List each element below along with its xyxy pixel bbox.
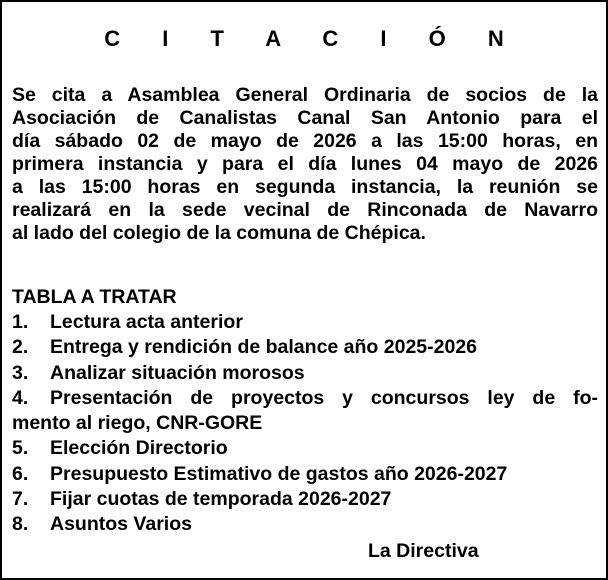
- agenda-item-text: Analizar situación morosos: [50, 361, 305, 384]
- notice-body: [12, 84, 598, 245]
- agenda-item-number: 6.: [12, 462, 29, 485]
- agenda-item-number: 8.: [12, 513, 29, 536]
- agenda-item-text: Presupuesto Estimativo de gastos año 2026-2027: [50, 462, 508, 485]
- body-line: día sábado 02 de mayo de 2026 a las 15:00 horas, en: [12, 130, 598, 152]
- agenda-item-text: Lectura acta anterior: [50, 311, 243, 333]
- body-line: al lado del colegio de la comuna de Chépica.: [12, 222, 426, 244]
- agenda-item-number: 3.: [12, 361, 29, 384]
- agenda-item: [12, 462, 598, 487]
- agenda-item: [12, 335, 598, 360]
- agenda-item: [12, 512, 598, 537]
- agenda-item-number: 7.: [12, 488, 29, 511]
- agenda-item-number: 4.: [12, 386, 29, 409]
- agenda-item: [12, 310, 598, 335]
- body-line: Se cita a Asamblea General Ordinaria de socios de la: [12, 84, 598, 106]
- body-line: primera instancia y para el día lunes 04 mayo de 2026: [12, 153, 598, 175]
- agenda-item-text: Entrega y rendición de balance año 2025-2026: [50, 336, 478, 359]
- agenda-item: [12, 361, 598, 386]
- agenda-item-number: 2.: [12, 336, 29, 359]
- agenda-item-text: Presentación de proyectos y concursos ley de fo-: [50, 386, 598, 409]
- signature: La Directiva: [368, 540, 479, 562]
- agenda-item-text: Elección Directorio: [50, 437, 228, 460]
- agenda-item-text: Fijar cuotas de temporada 2026-2027: [50, 488, 392, 511]
- body-line: realizará en la sede vecinal de Rinconada de Navarro: [12, 199, 598, 221]
- agenda-item-number: 1.: [12, 311, 29, 333]
- body-line: a las 15:00 horas en segunda instancia, la reunión se: [12, 176, 598, 198]
- agenda-item-number: 5.: [12, 437, 29, 460]
- notice-title: C I T A C I Ó N: [104, 26, 522, 51]
- agenda-item: [12, 487, 598, 512]
- agenda-heading: TABLA A TRATAR: [12, 286, 177, 308]
- agenda-item-text: Asuntos Varios: [50, 513, 192, 536]
- agenda-list: [12, 310, 598, 538]
- agenda-item-continuation: mento al riego, CNR-GORE: [12, 412, 263, 435]
- body-line: Asociación de Canalistas Canal San Antonio para el: [12, 107, 598, 129]
- agenda-item: [12, 386, 598, 437]
- agenda-item: [12, 436, 598, 461]
